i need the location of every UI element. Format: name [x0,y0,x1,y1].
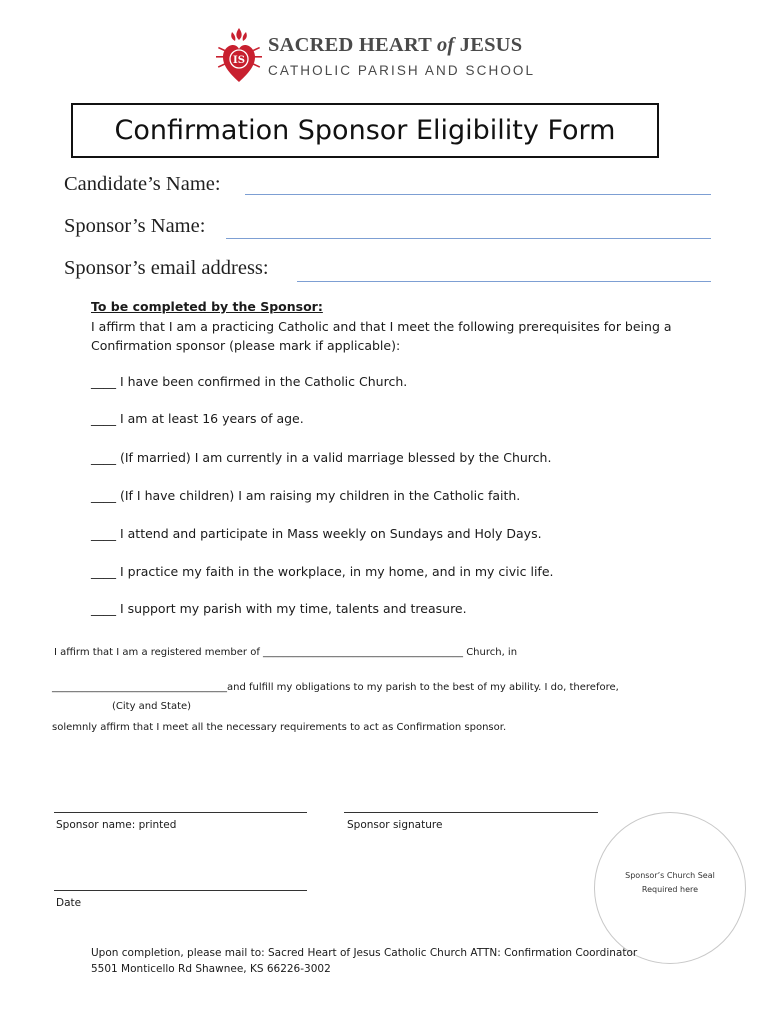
sponsor-name-field[interactable] [226,238,711,239]
checklist-item-age[interactable]: ____ I am at least 16 years of age. [91,411,304,426]
sponsor-email-label: Sponsor’s email address: [64,257,269,279]
seal-caption-line2: Required here [641,885,699,894]
sacred-heart-icon [214,26,264,86]
checklist-item-confirmed[interactable]: ____ I have been confirmed in the Catholic Church. [91,374,408,389]
sponsor-section-heading: To be completed by the Sponsor: [91,299,323,314]
checklist-item-faith[interactable]: ____ I practice my faith in the workplace, in my home, and in my civic life. [91,564,554,579]
checklist-item-parish[interactable]: ____ I support my parish with my time, talents and treasure. [91,601,467,616]
svg-text:IS: IS [233,55,245,66]
date-label: Date [56,897,82,909]
affirmation-line-solemn: solemnly affirm that I meet all the necessary requirements to act as Confirmation sponsor. [52,722,507,733]
sponsor-signature-field[interactable] [344,812,598,813]
seal-caption-line1: Sponsor’s Church Seal [625,871,715,880]
org-name: SACRED HEART of JESUS [268,34,523,56]
form-title: Confirmation Sponsor Eligibility Form [114,115,616,146]
checklist-item-children[interactable]: ____ (If I have children) I am raising my children in the Catholic faith. [91,488,521,503]
checklist-item-marriage[interactable]: ____ (If married) I am currently in a valid marriage blessed by the Church. [91,450,552,465]
sponsor-printed-name-label: Sponsor name: printed [56,819,177,831]
sponsor-printed-name-field[interactable] [54,812,307,813]
candidate-name-field[interactable] [245,194,711,195]
org-subtitle: CATHOLIC PARISH AND SCHOOL [268,63,536,78]
sponsor-affirmation-intro: I affirm that I am a practicing Catholic and that I meet the following prerequisites for being a Confirmation sponsor (please mark if applicable): [91,319,672,353]
mailing-instructions: Upon completion, please mail to: Sacred Heart of Jesus Catholic Church ATTN: Confirmation Coordinator [91,947,638,959]
city-state-caption: (City and State) [112,701,192,712]
sponsor-signature-label: Sponsor signature [347,819,443,831]
checklist-item-mass[interactable]: ____ I attend and participate in Mass weekly on Sundays and Holy Days. [91,526,542,541]
candidate-name-label: Candidate’s Name: [64,173,221,195]
church-seal-caption [600,869,740,897]
affirmation-line-city: ___________________________________and fulfill my obligations to my parish to the best of my ability. I do, therefore, [52,682,619,693]
affirmation-line-parish: I affirm that I am a registered member of ________________________________________ Church, in [54,647,518,658]
mailing-address: 5501 Monticello Rd Shawnee, KS 66226-3002 [91,963,331,975]
sponsor-name-label: Sponsor’s Name: [64,215,206,237]
date-field[interactable] [54,890,307,891]
sponsor-email-field[interactable] [297,281,711,282]
